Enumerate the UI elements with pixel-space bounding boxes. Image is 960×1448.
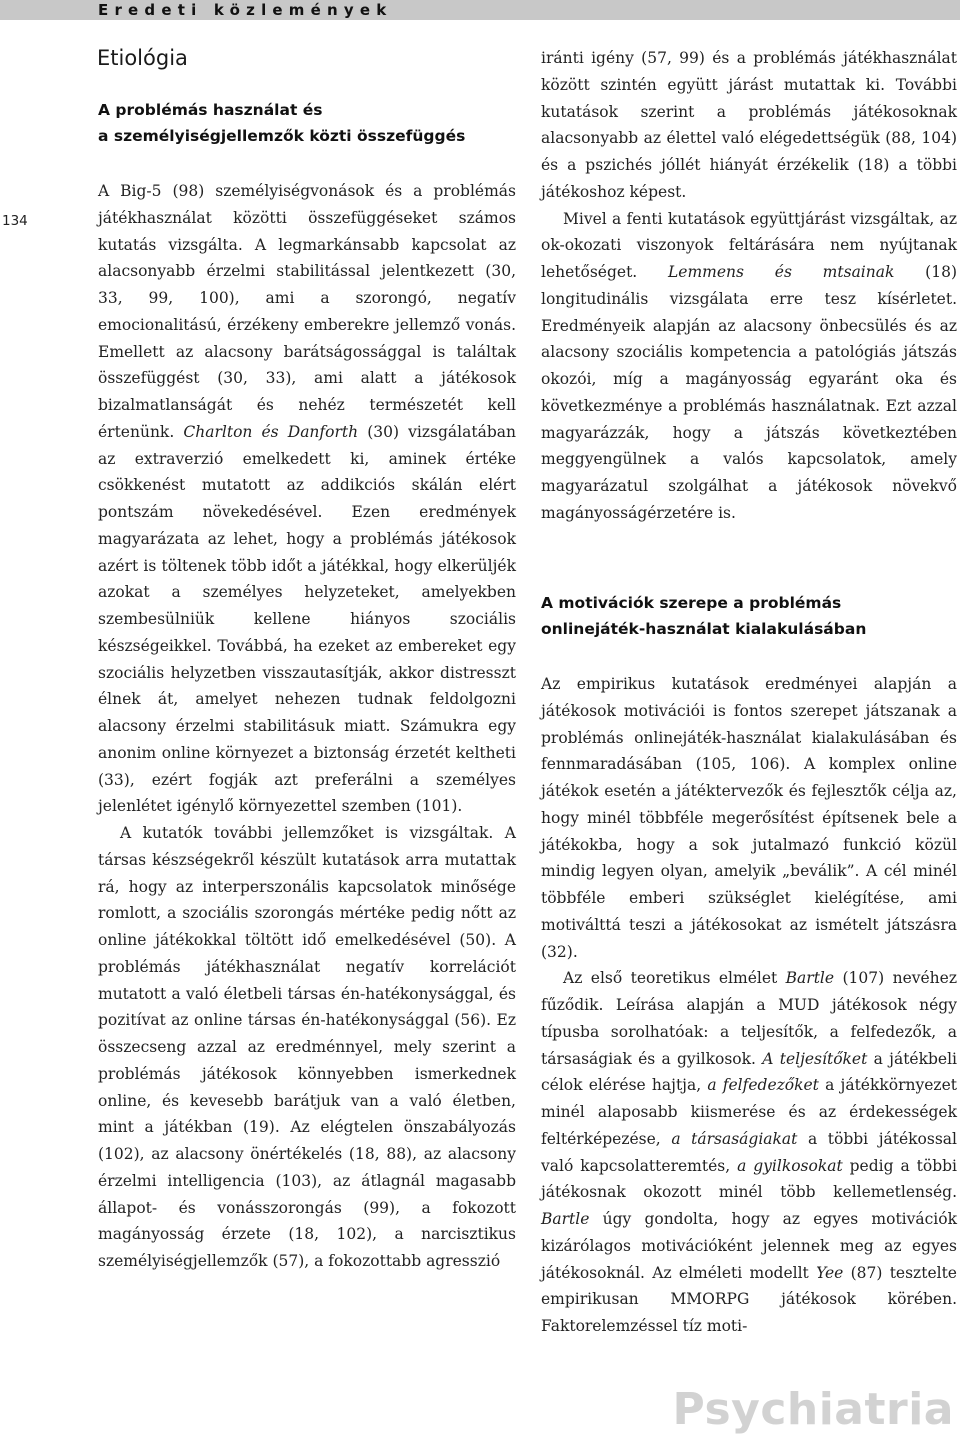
left-column-text bbox=[98, 178, 516, 1275]
text-run: iránti igény (57, 99) és a problémás játékhasználat között szintén együtt járást mutattak ki. További kutatások szerint a problémás játékosoknak alacsonyabb az élettel való elégedettségük (88, 104) és a pszichés jóllét hiányát érzékelik (18) a többi játékoshoz képest. bbox=[541, 49, 957, 201]
right-column-text-bottom bbox=[541, 671, 957, 1340]
text-run: (18) longitudinális vizsgálata erre tesz kísérletet. Eredményeik alapján az alacsony önbecsülés és az alacsony szociális kompetencia a patológiás játszás okozói, míg a magányosság egyaránt oka és következménye a problémás használatnak. Ezt azzal magyarázzák, hogy a játszás következtében meggyengülnek a valós kapcsolatok, amely magyarázatul szolgálhat a játékosok növekvő magányosságérzetére is. bbox=[541, 263, 957, 522]
subheading-left bbox=[98, 97, 518, 149]
journal-logo: Psychiatria bbox=[672, 1384, 954, 1435]
italic-run: A teljesítőket bbox=[762, 1049, 868, 1068]
text-run: úgy gondolta, hogy az egyes motivációk kizárólagos motivációként jelennek meg az egyes játékosoknál. Az elméleti modellt bbox=[541, 1210, 957, 1282]
paragraph bbox=[541, 671, 957, 965]
subheading-right bbox=[541, 590, 957, 642]
text-run: Az empirikus kutatások eredményei alapján a játékosok motivációi is fontos szerepet játszanak a problémás onlinejáték-használat kialakulásában és fennmaradásában (105, 106). A komplex online játékok esetén a játéktervezők és fejlesztők célja az, hogy minél többféle megerősítést építsenek bele a játékokba, hogy a sok jutalmazó funkció közül mindig legyen olyan, amelyik „beválik”. A cél minél többféle emberi szükséglet kielégítése, ami motiválttá teszi a játékosokat az ismételt játszásra (32). bbox=[541, 675, 957, 961]
subheading-right-line-1: A motivációk szerepe a problémás bbox=[541, 594, 842, 612]
right-column-text-top bbox=[541, 45, 957, 527]
italic-run: Bartle bbox=[785, 969, 835, 988]
text-run: A Big-5 (98) személyiségvonások és a problémás játékhasználat közötti összefüggéseket számos kutatás vizsgálta. A legmarkánsabb kapcsolat az alacsonyabb érzelmi stabilitással jelentkezett (30, 33, 99, 100), ami a szorongó, negatív emocionalitású, érzékeny emberekre jellemző vonás. Emellett az alacsony barátságossággal is találtak összefüggést (30, 33), ami alatt a játékosok bizalmatlanságát és nehéz természetét kell értenünk. bbox=[98, 182, 516, 441]
paragraph bbox=[541, 965, 957, 1340]
paragraph bbox=[98, 178, 516, 820]
running-title: Eredeti közlemények bbox=[98, 1, 393, 19]
text-run: (107) nevéhez fűződik. Leírása alapján a MUD játékosok négy típusba sorolhatóak: a teljesítők, a felfedezők, a társaságiak és a gyilkosok. bbox=[541, 969, 957, 1068]
italic-run: a felfedezőket bbox=[707, 1076, 819, 1095]
paragraph bbox=[541, 45, 957, 206]
section-title: Etiológia bbox=[97, 46, 188, 70]
italic-run: Charlton és Danforth bbox=[183, 422, 359, 441]
italic-run: Bartle bbox=[541, 1210, 590, 1228]
italic-run: Lemmens és mtsainak bbox=[668, 263, 895, 281]
text-run: (87) tesztelte empirikusan MMORPG játékosok körében. Faktorelemzéssel tíz moti- bbox=[541, 1263, 957, 1335]
text-run: Mivel a fenti kutatások együttjárást vizsgáltak, az ok-okozati viszonyok feltárására nem nyújtanak lehetőséget. bbox=[541, 209, 957, 281]
italic-run: a gyilkosokat bbox=[737, 1156, 843, 1175]
text-run: a játékbeli célok elérése hajtja, bbox=[541, 1049, 957, 1095]
paragraph bbox=[541, 206, 957, 527]
text-run: a többi játékossal való kapcsolatteremtés, bbox=[541, 1129, 957, 1175]
subheading-left-line-1: A problémás használat és bbox=[98, 101, 323, 119]
italic-run: a társaságiakat bbox=[671, 1129, 798, 1148]
text-run: (30) vizsgálatában az extraverzió emelkedett ki, aminek értéke csökkenést mutatott az addikciós skálán elért pontszám növekedésével. Ezen eredmények magyarázata az lehet, hogy a problémás játékosok azért is töltenek több időt a játékkal, hogy elkerüljék azokat a személyes helyzeteket, amelyekben szembesülniük kellene hiányos szociális készségeikkel. Továbbá, ha ezeket az embereket egy szociális helyzetben visszautasítják, akkor distresszt élnek át, amelyet nehezen tudnak feldolgozni alacsony érzelmi stabilitásuk miatt. Számukra egy anonim online környezet a biztonság érzetét keltheti (33), ezért fogják azt preferálni a személyes jelenlétet igénylő környezettel szemben (101). bbox=[98, 422, 516, 816]
text-run: pedig a többi játékosnak okozott minél több kellemetlenség. bbox=[541, 1156, 957, 1202]
page-number: 134 bbox=[2, 213, 28, 229]
subheading-right-line-2: onlinejáték-használat kialakulásában bbox=[541, 620, 867, 638]
text-run: Az első teoretikus elmélet bbox=[563, 969, 786, 988]
italic-run: Yee bbox=[816, 1263, 844, 1282]
text-run: a játékkörnyezet minél alaposabb kiismerése és az érdekességek feltérképezése, bbox=[541, 1076, 957, 1148]
paragraph bbox=[98, 820, 516, 1275]
subheading-left-line-2: a személyiségjellemzők közti összefüggés bbox=[98, 127, 466, 145]
text-run: A kutatók további jellemzőket is vizsgáltak. A társas készségekről készült kutatások arra mutattak rá, hogy az interperszonális kapcsolatok minősége romlott, a szociális szorongás mértéke pedig nőtt az online játékokkal töltött idő emelkedésével (50). A problémás játékhasználat negatív korrelációt mutatott a való életbeli társas én-hatékonysággal, és pozitívat az online társas én-hatékonysággal (56). Ez összecseng azzal az eredménnyel, mely szerint a problémás játékosok könnyebben ismerkednek online, és kevesebb barátjuk van a való életben, mint a játékban (19). Az elégtelen önszabályozás (102), az alacsony önértékelés (18, 88), az alacsony érzelmi intelligencia (103), az átlagnál magasabb állapot- és vonásszorongás (99), a fokozott magányosság érzete (18, 102), a narcisztikus személyiségjellemzők (57), a fokozottabb agresszió bbox=[98, 824, 516, 1270]
